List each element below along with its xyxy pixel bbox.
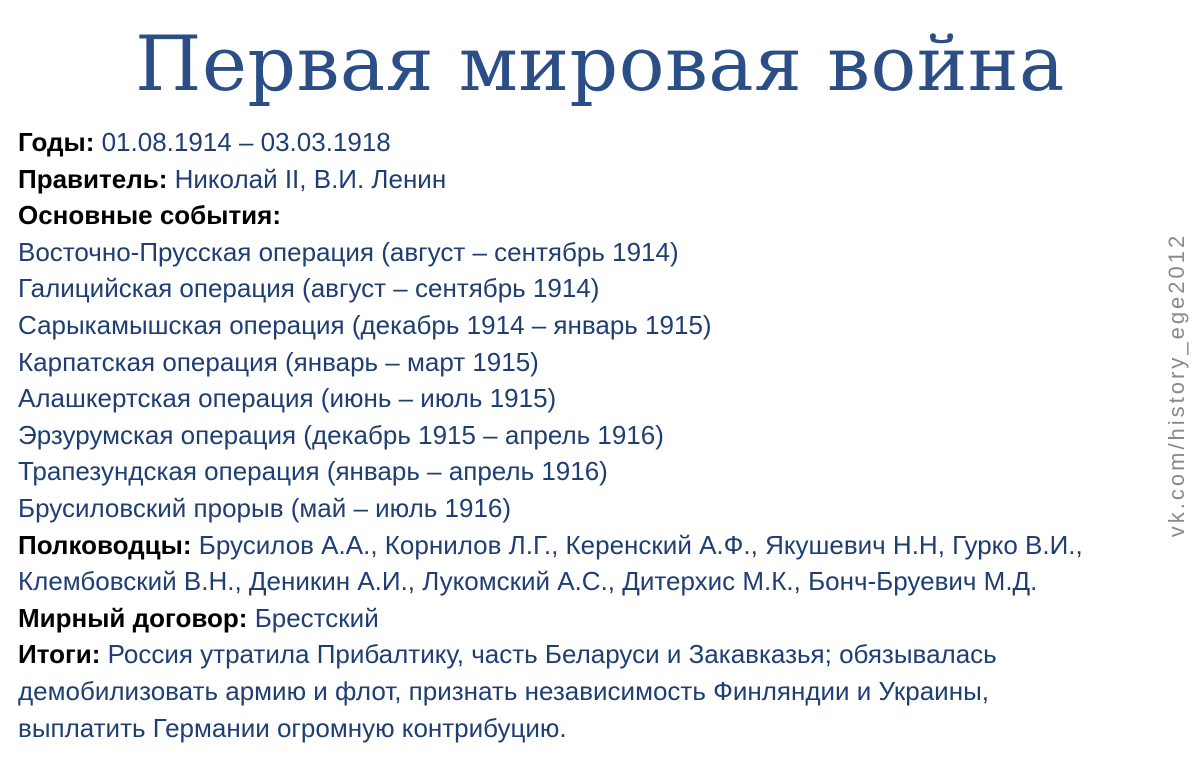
event-item: Галицийская операция (август – сентябрь 1914): [18, 273, 600, 304]
event-item: Алашкертская операция (июнь – июль 1915): [18, 383, 557, 414]
treaty-value: Брестский: [254, 602, 379, 633]
commanders-label: Полководцы:: [18, 529, 192, 560]
event-item: Брусиловский прорыв (май – июль 1916): [18, 492, 512, 523]
watermark-text: vk.com/history_ege2012: [1164, 232, 1189, 538]
page-title: Первая мировая война: [135, 19, 1065, 108]
results-row: [18, 636, 1158, 673]
events-heading-row: [18, 197, 1158, 234]
ruler-value: Николай II, В.И. Ленин: [174, 163, 447, 194]
commanders-value-line-2: Клембовский В.Н., Деникин А.И., Лукомский А.С., Дитерхис М.К., Бонч-Бруевич М.Д.: [18, 566, 1038, 597]
ruler-label: Правитель:: [18, 163, 168, 194]
event-item: Карпатская операция (январь – март 1915): [18, 346, 539, 377]
results-value-line-3: выплатить Германии огромную контрибуцию.: [18, 712, 567, 743]
years-label: Годы:: [18, 127, 95, 157]
treaty-row: [18, 600, 1158, 637]
years-row: [18, 124, 1158, 161]
commanders-row: [18, 527, 1158, 564]
treaty-label: Мирный договор:: [18, 602, 248, 633]
event-item: Восточно-Прусская операция (август – сентябрь 1914): [18, 236, 679, 267]
results-value-line-2: демобилизовать армию и флот, признать независимость Финляндии и Украины,: [18, 675, 989, 706]
years-value: 01.08.1914 – 03.03.1918: [101, 127, 391, 157]
event-item: Трапезундская операция (январь – апрель 1916): [18, 456, 608, 487]
info-content: [18, 124, 1158, 746]
results-value-line-1: Россия утратила Прибалтику, часть Беларуси и Закавказья; обязывалась: [107, 639, 997, 670]
event-item: Эрзурумская операция (декабрь 1915 – апрель 1916): [18, 419, 664, 450]
results-label: Итоги:: [18, 639, 101, 670]
event-item: Сарыкамышская операция (декабрь 1914 – январь 1915): [18, 309, 712, 340]
events-label: Основные события:: [18, 200, 281, 231]
ruler-row: [18, 161, 1158, 198]
commanders-value-line-1: Брусилов А.А., Корнилов Л.Г., Керенский А.Ф., Якушевич Н.Н, Гурко В.И.,: [198, 529, 1083, 560]
